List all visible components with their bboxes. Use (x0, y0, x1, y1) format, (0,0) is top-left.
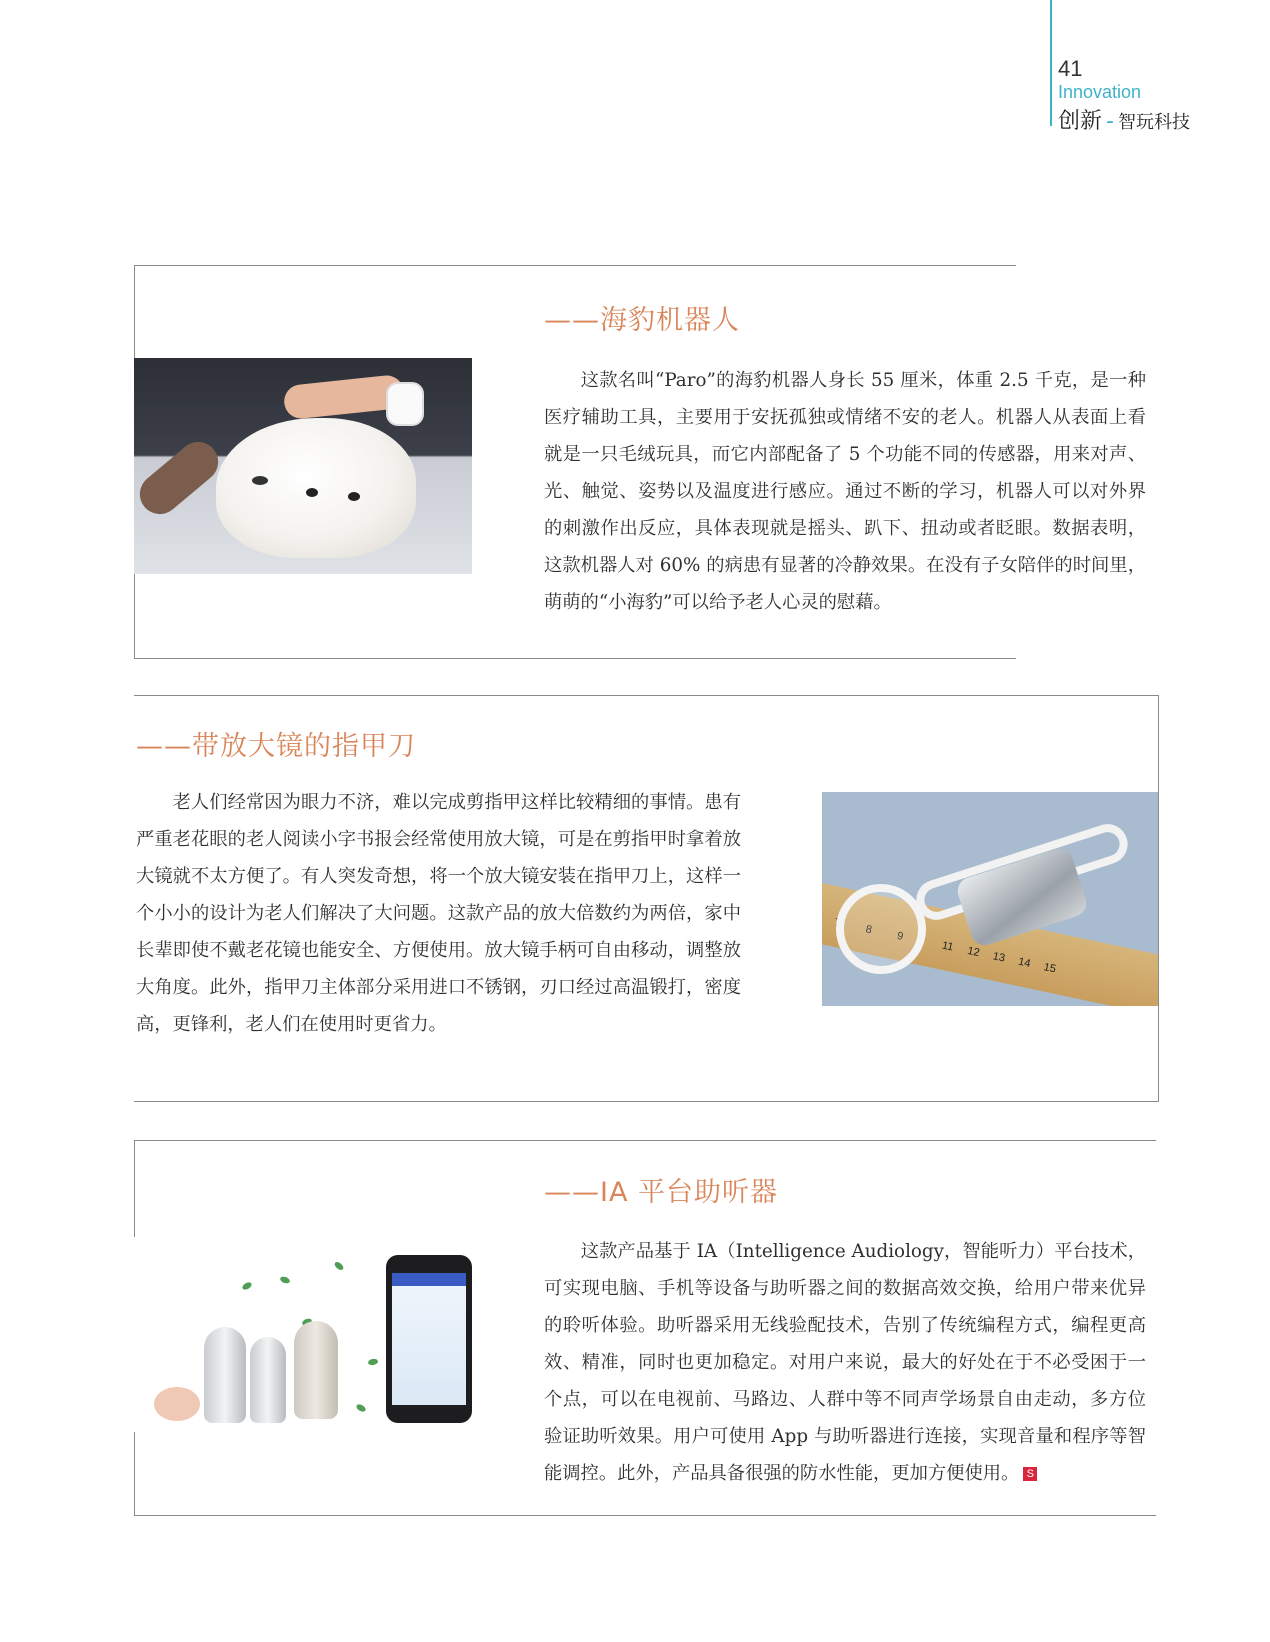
article-body-clipper: 老人们经常因为眼力不济，难以完成剪指甲这样比较精细的事情。患有严重老花眼的老人阅读小字书报会经常使用放大镜，可是在剪指甲时拿着放大镜就不太方便了。有人突发奇想，将一个放大镜安装在指甲刀上，这样一个小小的设计为老人们解决了大问题。这款产品的放大倍数约为两倍，家中长辈即使不戴老花镜也能安全、方便使用。放大镜手柄可自由移动，调整放大角度。此外，指甲刀主体部分采用进口不锈钢，刃口经过高温锻打，密度高，更锋利，老人们在使用时更省力。 (136, 792, 741, 1035)
section-cn: 创新 (1058, 109, 1103, 134)
header-rule (1050, 0, 1052, 126)
hearing-aid-photo (134, 1237, 478, 1432)
ruler-number: 8 (864, 923, 874, 937)
seal-nose (252, 476, 268, 485)
leaf (279, 1275, 290, 1284)
article-body-seal: 这款名叫“Paro”的海豹机器人身长 55 厘米，体重 2.5 千克，是一种医疗辅助工具，主要用于安抚孤独或情绪不安的老人。机器人从表面上看就是一只毛绒玩具，而它内部配备了 5 个功能不同的传感器，用来对声、光、触觉、姿势以及温度进行感应。通过不断的学习，机器人可以对外界的刺激作出反应，具体表现就是摇头、趴下、扭动或者眨眼。数据表明，这款机器人对 60% 的病患有显著的冷静效果。在没有子女陪伴的时间里，萌萌的“小海豹”可以给予老人心灵的慰藉。 (544, 370, 1146, 613)
ruler-number: 9 (895, 929, 905, 943)
watch-shape (386, 382, 424, 426)
ruler-number: 7 (833, 916, 842, 930)
seal-eye (306, 488, 318, 497)
hearing-aid-device (250, 1337, 286, 1423)
article-heading-hearing-aid: ——IA 平台助听器 (544, 1177, 779, 1208)
end-mark-icon: S (1023, 1467, 1037, 1481)
leaf (241, 1281, 253, 1291)
arm-shape (134, 434, 226, 522)
smartphone (386, 1255, 472, 1423)
page-number: 41 (1058, 56, 1083, 81)
article-heading-clipper: ——带放大镜的指甲刀 (136, 731, 416, 762)
article-heading-seal: ——海豹机器人 (544, 305, 740, 336)
hearing-aid-device (204, 1327, 246, 1423)
phone-screen (392, 1273, 466, 1405)
ear-piece (154, 1387, 200, 1421)
hearing-aid-device (294, 1321, 338, 1419)
article-body-text: 这款产品基于 IA（Intelligence Audiology，智能听力）平台技术，可实现电脑、手机等设备与助听器之间的数据高效交换，给用户带来优异的聆听体验。助听器采用无线验配技术，告别了传统编程方式，编程更高效、精准，同时也更加稳定。对用户来说，最大的好处在于不必受困于一个点，可以在电视前、马路边、人群中等不同声学场景自由走动，多方位验证助听效果。用户可使用 App 与助听器进行连接，实现音量和程序等智能调控。此外，产品具备很强的防水性能，更加方便使用。 (544, 1241, 1146, 1484)
section-en: Innovation (1058, 82, 1142, 102)
seal-body (216, 418, 416, 558)
leaf (368, 1358, 379, 1366)
seal-eye (348, 492, 360, 501)
ruler-number: 13 (991, 950, 1007, 965)
ruler-number: 12 (966, 944, 981, 960)
article-body-hearing-aid (544, 1233, 1146, 1492)
clipper-body (954, 845, 1090, 949)
ruler-number: 14 (1017, 955, 1032, 971)
leaf (333, 1260, 345, 1271)
seal-robot-photo (134, 358, 472, 574)
section-label (1058, 104, 1190, 135)
section-separator: - (1106, 109, 1114, 134)
subsection: 智玩科技 (1117, 112, 1190, 133)
magnifier-lens (836, 884, 926, 974)
ruler-number: 15 (1042, 961, 1058, 976)
leaf (355, 1403, 367, 1413)
nail-clipper-photo (822, 792, 1158, 1006)
ruler-number: 11 (940, 939, 955, 954)
